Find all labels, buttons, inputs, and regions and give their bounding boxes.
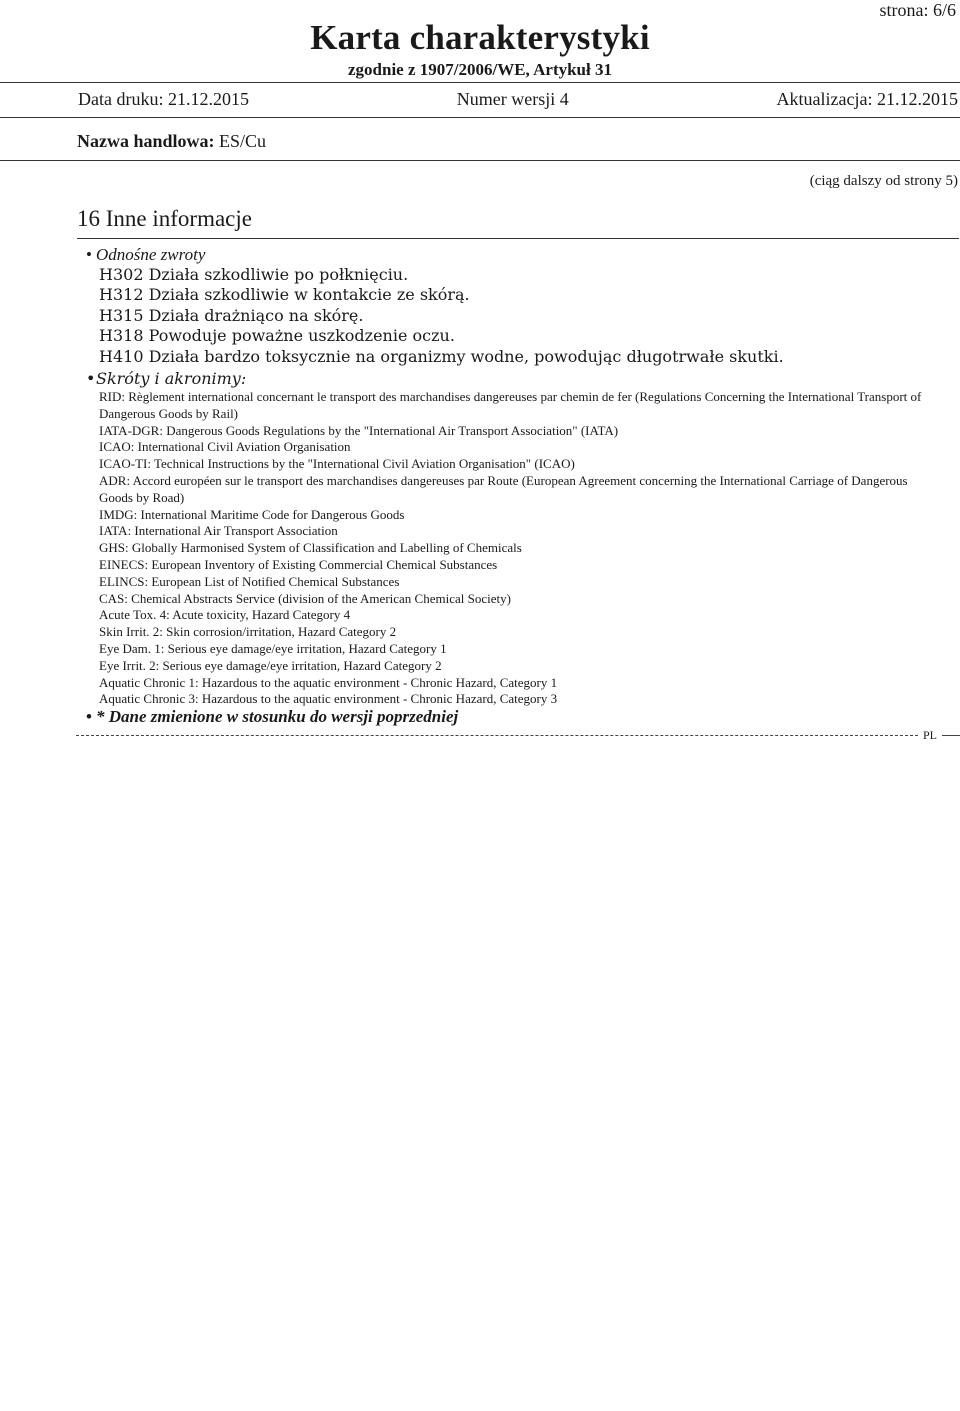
continued-note: (ciąg dalszy od strony 5) — [809, 173, 958, 189]
hazard-phrase: H312 Działa szkodliwie w kontakcie ze skórą. — [99, 285, 470, 305]
abbreviation-item: ICAO-TI: Technical Instructions by the "International Civil Aviation Organisation" (ICAO) — [99, 456, 575, 472]
ref-phrases-bullet — [86, 245, 205, 265]
footer-solid-rule — [942, 735, 960, 736]
abbreviation-item: IATA-DGR: Dangerous Goods Regulations by the "International Air Transport Association" (IATA) — [99, 422, 619, 438]
abbreviation-item: Eye Dam. 1: Serious eye damage/eye irritation, Hazard Category 1 — [99, 640, 447, 656]
abbreviation-item: ADR: Accord européen sur le transport des marchandises dangereuses par Route (European Agreement concerning the International Carriage of Dangerous Goods by Road) — [99, 472, 908, 505]
hazard-phrase-list — [99, 265, 784, 367]
bullet-icon: • — [86, 707, 92, 726]
abbreviation-list — [99, 389, 929, 708]
abbreviation-item: IATA: International Air Transport Association — [99, 523, 338, 539]
abbreviation-item: GHS: Globally Harmonised System of Classification and Labelling of Chemicals — [99, 540, 522, 556]
abbreviation-item: RID: Règlement international concernant le transport des marchandises dangereuses par chemin de fer (Regulations Concerning the International Transport of Dangerous Goods by Rail) — [99, 389, 922, 421]
abbreviations-bullet — [86, 369, 246, 389]
trade-name — [77, 130, 266, 152]
abbreviation-item: Eye Irrit. 2: Serious eye damage/eye irritation, Hazard Category 2 — [99, 657, 442, 673]
bullet-icon: • — [86, 369, 96, 388]
abbreviation-item: Acute Tox. 4: Acute toxicity, Hazard Category 4 — [99, 607, 351, 623]
abbreviation-item: ICAO: International Civil Aviation Organisation — [99, 439, 351, 455]
header-divider-middle — [0, 117, 960, 118]
section-heading-underline — [77, 238, 959, 239]
ref-phrases-label: Odnośne zwroty — [96, 245, 206, 264]
trade-name-label: Nazwa handlowa: — [77, 131, 215, 151]
document-subtitle: zgodnie z 1907/2006/WE, Artykuł 31 — [348, 60, 612, 79]
abbreviation-item: IMDG: International Maritime Code for Dangerous Goods — [99, 506, 405, 522]
abbreviations-label: Skróty i akronimy: — [96, 369, 247, 388]
trade-name-value: ES/Cu — [219, 131, 267, 151]
bullet-icon: • — [86, 245, 92, 264]
abbreviation-item: Aquatic Chronic 3: Hazardous to the aquatic environment - Chronic Hazard, Category 3 — [99, 691, 558, 707]
print-date: Data druku: 21.12.2015 — [78, 89, 249, 109]
hazard-phrase: H302 Działa szkodliwie po połknięciu. — [99, 265, 409, 284]
document-title: Karta charakterystyki — [310, 18, 650, 57]
header-divider-top — [0, 82, 960, 83]
abbreviation-item: Skin Irrit. 2: Skin corrosion/irritation, Hazard Category 2 — [99, 624, 397, 640]
abbreviation-item: ELINCS: European List of Notified Chemical Substances — [99, 573, 400, 589]
hazard-phrase: H315 Działa drażniąco na skórę. — [99, 305, 364, 325]
hazard-phrase: H318 Powoduje poważne uszkodzenie oczu. — [99, 326, 455, 346]
changed-data-note — [86, 707, 458, 727]
footer-dashed-rule — [76, 735, 918, 736]
version-number: Numer wersji 4 — [456, 89, 569, 109]
footer-language-code: PL — [923, 728, 938, 742]
abbreviation-item: EINECS: European Inventory of Existing Commercial Chemical Substances — [99, 556, 498, 572]
changed-data-text: * Dane zmienione w stosunku do wersji poprzedniej — [96, 707, 459, 726]
update-date: Aktualizacja: 21.12.2015 — [776, 89, 958, 109]
page-footer — [76, 728, 960, 749]
abbreviation-item: Aquatic Chronic 1: Hazardous to the aquatic environment - Chronic Hazard, Category 1 — [99, 674, 558, 690]
section-heading: 16 Inne informacje — [77, 206, 252, 231]
hazard-phrase: H410 Działa bardzo toksycznie na organizmy wodne, powodując długotrwałe skutki. — [99, 346, 784, 366]
document-meta-line — [78, 88, 958, 110]
header-divider-bottom — [0, 160, 960, 161]
page-number: strona: 6/6 — [879, 0, 956, 20]
abbreviation-item: CAS: Chemical Abstracts Service (division of the American Chemical Society) — [99, 590, 511, 606]
